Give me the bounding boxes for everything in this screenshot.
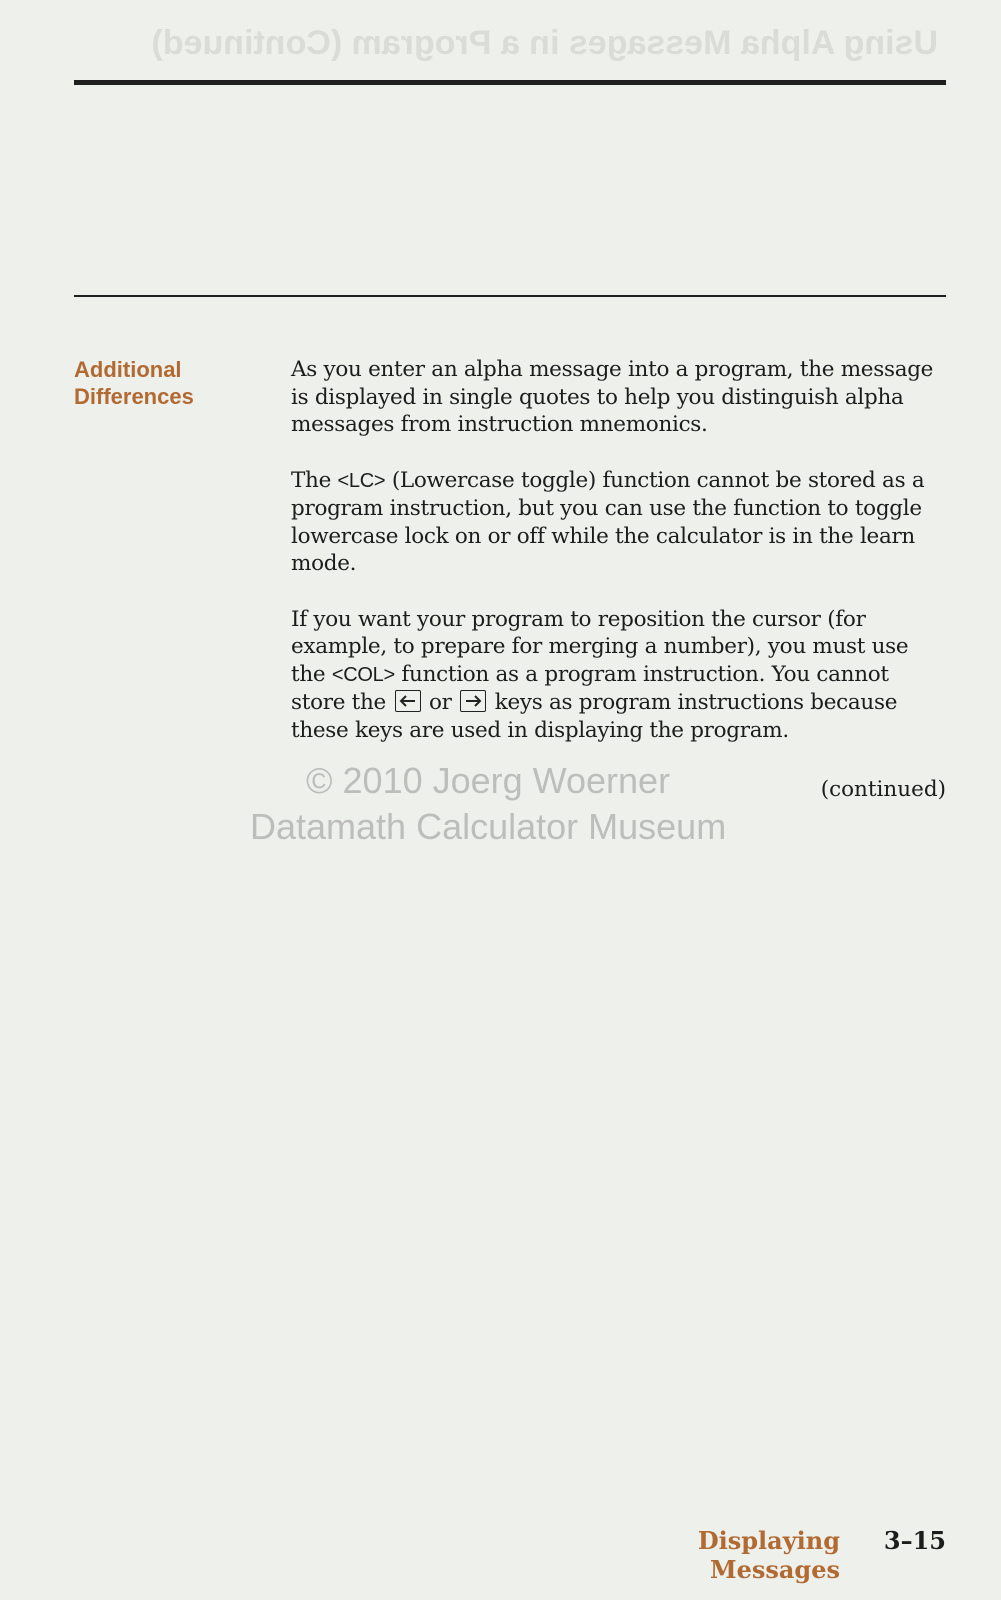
paragraph-alpha-quotes: As you enter an alpha message into a program, the message is displayed in single quotes to help you distinguish alpha messages from instruction mnemonics. [291, 357, 934, 437]
p2-text-2: (Lowercase toggle) function cannot be stored as a program instruction, but you can use the function to toggle lowercase lock on or off while the calculator is in the learn mode. [291, 467, 925, 576]
p3-text-1: If you want your program to reposition the cursor (for example, to prepare for merging a number), you must use the [291, 606, 909, 687]
footer-page-number: 3–15 [883, 1526, 946, 1555]
paragraph-cursor-reposition [291, 606, 946, 745]
watermark-museum: Datamath Calculator Museum [250, 806, 727, 847]
watermark-copyright: © 2010 Joerg Woerner [306, 760, 671, 801]
show-through-title: Using Alpha Messages in a Program (Continued) [151, 24, 938, 62]
continued-label: (continued) [820, 777, 946, 802]
section-heading-line-1: Additional [74, 357, 182, 382]
paragraph-lowercase-toggle [291, 467, 946, 578]
body-text [291, 356, 946, 772]
left-arrow-key-icon [395, 690, 421, 712]
p3-text-2: function as a program instruction. You cannot store the [291, 661, 889, 715]
footer-chapter-title: Displaying Messages [697, 1526, 840, 1584]
col-function-code: <COL> [331, 663, 395, 686]
p2-text-1: The [291, 467, 338, 493]
right-arrow-key-icon [460, 690, 486, 712]
lc-function-code: <LC> [337, 469, 386, 492]
p3-text-3: or [422, 690, 459, 715]
section-rule [74, 295, 946, 297]
p3-text-4: keys as program instructions because these keys are used in displaying the program. [291, 690, 898, 743]
section-heading [74, 356, 274, 410]
section-heading-line-2: Differences [74, 384, 194, 409]
top-rule [74, 80, 946, 85]
